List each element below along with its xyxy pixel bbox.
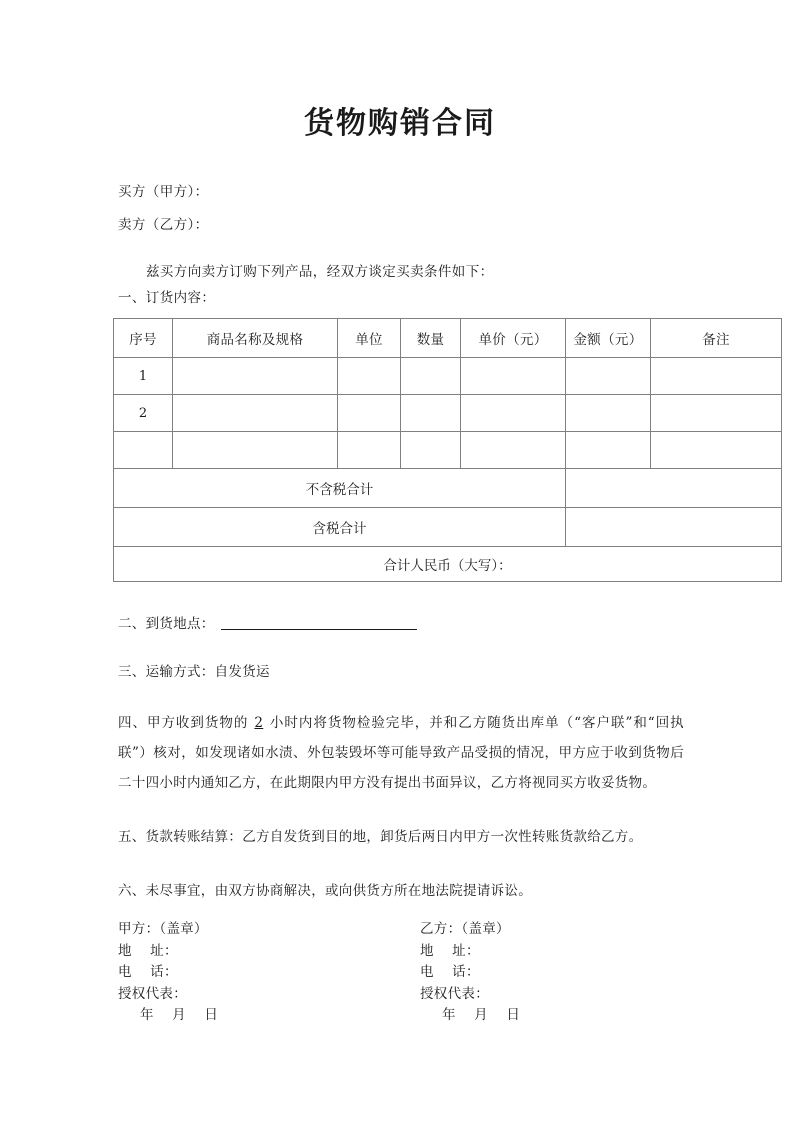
inspection-hours-value[interactable]: 2	[254, 715, 264, 731]
column-header-remark: 备注	[651, 319, 782, 358]
cell-quantity[interactable]	[401, 395, 461, 432]
seller-party-label: 卖方（乙方）：	[118, 217, 209, 233]
clause-three: 三、运输方式：自发货运	[118, 664, 270, 680]
cell-quantity[interactable]	[401, 358, 461, 395]
cell-index: 1	[114, 358, 173, 395]
clause-two	[118, 612, 417, 632]
clause-four-prefix: 四、甲方收到货物的	[118, 715, 249, 731]
subtotal-excl-tax-row	[114, 469, 782, 508]
buyer-phone-label[interactable]: 电 话：	[118, 964, 178, 980]
seller-seal-label: 乙方：（盖章）	[420, 921, 510, 937]
cell-index	[114, 432, 173, 469]
seller-address-label[interactable]: 地 址：	[420, 942, 480, 959]
signature-block-buyer	[118, 919, 218, 1027]
table-row	[114, 358, 782, 395]
intro-statement: 兹买方向卖方订购下列产品，经双方谈定买卖条件如下：	[146, 264, 494, 280]
grand-total-label[interactable]: 合计人民币（大写）：	[114, 547, 782, 582]
table-header	[114, 319, 782, 358]
column-header-unit-price: 单价（元）	[461, 319, 566, 358]
page-title: 货物购销合同	[304, 106, 496, 141]
column-header-index: 序号	[114, 319, 173, 358]
cell-amount[interactable]	[566, 395, 651, 432]
subtotal-excl-tax-label: 不含税合计	[114, 469, 566, 508]
seller-date-label[interactable]: 年 月 日	[442, 1007, 521, 1023]
table-body	[114, 358, 782, 582]
clause-four-suffix: 小时内将货物检验完毕，并和乙方随货出库单（“客户联”和“回执联”）核对，如发现诸如水渍、外包装毁坏等可能导致产品受损的情况，甲方应于收到货物后二十四小时内通知乙方，在此期限内甲方没有提出书面异议，乙方将视同买方收妥货物。	[118, 715, 684, 791]
order-items-table	[113, 318, 782, 582]
buyer-party-label: 买方（甲方）：	[118, 184, 209, 200]
signature-block-seller	[420, 919, 520, 1027]
clause-six: 六、未尽事宜，由双方协商解决，或向供货方所在地法院提请诉讼。	[118, 883, 532, 899]
column-header-name-spec: 商品名称及规格	[173, 319, 338, 358]
clause-five: 五、货款转账结算：乙方自发货到目的地，卸货后两日内甲方一次性转账货款给乙方。	[118, 829, 643, 845]
cell-unit-price[interactable]	[461, 395, 566, 432]
seller-phone-label[interactable]: 电 话：	[420, 964, 480, 980]
buyer-seal-label: 甲方：（盖章）	[118, 921, 208, 937]
cell-quantity[interactable]	[401, 432, 461, 469]
cell-unit-price[interactable]	[461, 432, 566, 469]
buyer-representative-label[interactable]: 授权代表：	[118, 985, 187, 1002]
cell-name-spec[interactable]	[173, 432, 338, 469]
cell-amount[interactable]	[566, 358, 651, 395]
cell-name-spec[interactable]	[173, 358, 338, 395]
table-row	[114, 432, 782, 469]
subtotal-excl-tax-value[interactable]	[566, 469, 782, 508]
cell-index: 2	[114, 395, 173, 432]
grand-total-row	[114, 547, 782, 582]
buyer-address-label[interactable]: 地 址：	[118, 942, 178, 959]
cell-unit[interactable]	[338, 395, 401, 432]
table-row	[114, 395, 782, 432]
table-header-row	[114, 319, 782, 358]
cell-name-spec[interactable]	[173, 395, 338, 432]
subtotal-incl-tax-label: 含税合计	[114, 508, 566, 547]
subtotal-incl-tax-row	[114, 508, 782, 547]
buyer-date-label[interactable]: 年 月 日	[140, 1007, 219, 1023]
cell-unit-price[interactable]	[461, 358, 566, 395]
cell-remark[interactable]	[651, 395, 782, 432]
cell-remark[interactable]	[651, 432, 782, 469]
clause-four	[118, 708, 684, 798]
column-header-unit: 单位	[338, 319, 401, 358]
column-header-quantity: 数量	[401, 319, 461, 358]
cell-remark[interactable]	[651, 358, 782, 395]
cell-unit[interactable]	[338, 358, 401, 395]
seller-representative-label[interactable]: 授权代表：	[420, 985, 489, 1002]
cell-amount[interactable]	[566, 432, 651, 469]
column-header-amount: 金额（元）	[566, 319, 651, 358]
clause-two-label: 二、到货地点：	[118, 616, 215, 632]
delivery-location-input[interactable]	[221, 629, 417, 630]
cell-unit[interactable]	[338, 432, 401, 469]
section-one-heading: 一、订货内容：	[118, 290, 216, 306]
subtotal-incl-tax-value[interactable]	[566, 508, 782, 547]
